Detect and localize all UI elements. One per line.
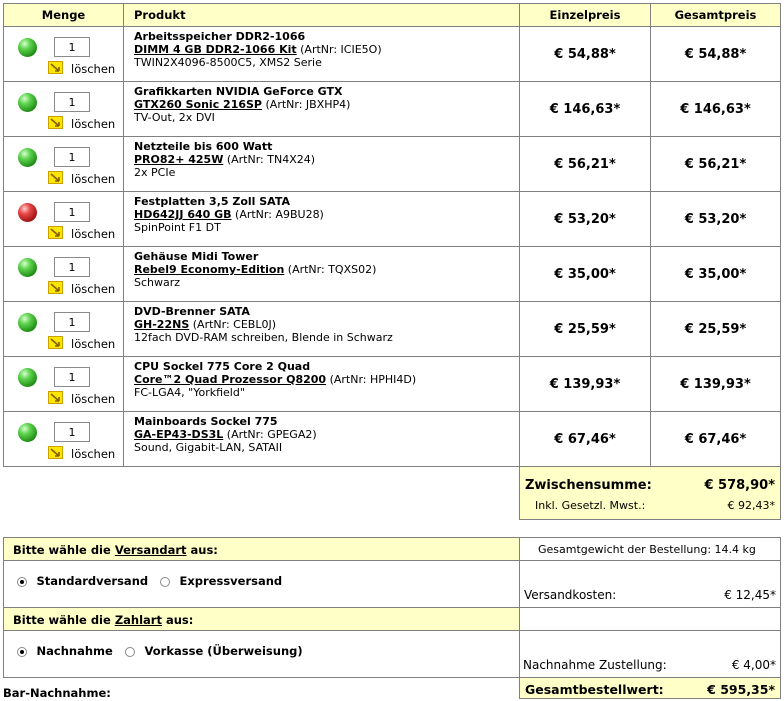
qty-cell [3, 81, 124, 137]
total-price: € 139,93* [650, 356, 781, 412]
delete-link[interactable]: löschen [71, 62, 116, 76]
product-description: 2x PCIe [134, 166, 176, 179]
unit-price: € 67,46* [519, 411, 651, 467]
total-price: € 54,88* [650, 26, 781, 82]
header-gesamtpreis: Gesamtpreis [650, 3, 781, 27]
product-cell [123, 301, 520, 357]
quantity-input[interactable] [54, 202, 90, 222]
product-link[interactable]: PRO82+ 425W [134, 153, 224, 166]
delete-link[interactable]: löschen [71, 117, 116, 131]
product-category: Grafikkarten NVIDIA GeForce GTX [134, 85, 343, 98]
quantity-input[interactable] [54, 37, 90, 57]
availability-green-icon [18, 423, 37, 442]
total-price: € 146,63* [650, 81, 781, 137]
unit-price: € 25,59* [519, 301, 651, 357]
shipping-weight-cell [519, 537, 781, 561]
delete-arrow-icon[interactable] [48, 171, 63, 184]
availability-green-icon [18, 258, 37, 277]
product-category: CPU Sockel 775 Core 2 Quad [134, 360, 311, 373]
product-cell [123, 26, 520, 82]
delete-arrow-icon[interactable] [48, 336, 63, 349]
header-menge: Menge [3, 3, 124, 27]
unit-price: € 146,63* [519, 81, 651, 137]
delete-link[interactable]: löschen [71, 282, 116, 296]
product-category: Mainboards Sockel 775 [134, 415, 278, 428]
availability-red-icon [18, 203, 37, 222]
header-produkt: Produkt [123, 3, 520, 27]
product-artnr: (ArtNr: TQXS02) [287, 263, 377, 276]
product-cell [123, 411, 520, 467]
product-link[interactable]: GTX260 Sonic 216SP [134, 98, 262, 111]
subtotal-box [519, 466, 781, 520]
product-category: Festplatten 3,5 Zoll SATA [134, 195, 291, 208]
payment-option-nachnahme[interactable]: Nachnahme [17, 644, 113, 658]
order-weight: Gesamtgewicht der Bestellung: 14.4 kg [538, 543, 756, 556]
payment-fee-label: Nachnahme Zustellung: [523, 658, 667, 672]
quantity-input[interactable] [54, 367, 90, 387]
product-artnr: (ArtNr: JBXHP4) [265, 98, 351, 111]
grand-total-label: Gesamtbestellwert: [525, 682, 664, 697]
unit-price: € 56,21* [519, 136, 651, 192]
delete-arrow-icon[interactable] [48, 391, 63, 404]
delete-link[interactable]: löschen [71, 172, 116, 186]
qty-cell [3, 136, 124, 192]
product-link[interactable]: Core™2 Quad Prozessor Q8200 [134, 373, 327, 386]
vat-value: € 92,43* [727, 499, 775, 512]
delete-link[interactable]: löschen [71, 447, 116, 461]
shipping-cost-label: Versandkosten: [524, 588, 617, 602]
shipping-option-standard[interactable]: Standardversand [17, 574, 148, 588]
grand-total-box [519, 677, 781, 699]
header-einzelpreis: Einzelpreis [519, 3, 651, 27]
shipping-method-link[interactable]: Versandart [114, 543, 187, 557]
shipping-option-express[interactable]: Expressversand [160, 574, 282, 588]
quantity-input[interactable] [54, 312, 90, 332]
product-link[interactable]: GA-EP43-DS3L [134, 428, 224, 441]
grand-total-value: € 595,35* [707, 682, 775, 697]
delete-link[interactable]: löschen [71, 227, 116, 241]
bar-nachnahme-label: Bar-Nachnahme: [3, 686, 111, 700]
product-artnr: (ArtNr: CEBL0J) [192, 318, 277, 331]
product-cell [123, 136, 520, 192]
product-link[interactable]: GH-22NS [134, 318, 190, 331]
subtotal-value: € 578,90* [704, 478, 775, 493]
quantity-input[interactable] [54, 422, 90, 442]
unit-price: € 35,00* [519, 246, 651, 302]
qty-cell [3, 26, 124, 82]
payment-header: Bitte wähle die Zahlart aus: [3, 607, 520, 631]
product-link[interactable]: DIMM 4 GB DDR2-1066 Kit [134, 43, 297, 56]
qty-cell [3, 356, 124, 412]
vat-label: Inkl. Gesetzl. Mwst.: [535, 499, 646, 512]
radio-standardversand[interactable] [17, 577, 27, 587]
product-description: Sound, Gigabit-LAN, SATAII [134, 441, 283, 454]
product-cell [123, 191, 520, 247]
radio-expressversand[interactable] [160, 577, 170, 587]
unit-price: € 139,93* [519, 356, 651, 412]
availability-green-icon [18, 148, 37, 167]
availability-green-icon [18, 313, 37, 332]
qty-cell [3, 246, 124, 302]
radio-vorkasse[interactable] [125, 647, 135, 657]
qty-cell [3, 191, 124, 247]
product-category: DVD-Brenner SATA [134, 305, 250, 318]
shipping-options [3, 560, 520, 608]
payment-method-link[interactable]: Zahlart [114, 613, 162, 627]
payment-blank-cell [519, 607, 781, 631]
delete-arrow-icon[interactable] [48, 446, 63, 459]
payment-fee-value: € 4,00* [731, 658, 776, 672]
product-description: FC-LGA4, "Yorkfield" [134, 386, 245, 399]
availability-green-icon [18, 93, 37, 112]
total-price: € 56,21* [650, 136, 781, 192]
payment-option-vorkasse[interactable]: Vorkasse (Überweisung) [125, 644, 303, 658]
unit-price: € 54,88* [519, 26, 651, 82]
product-artnr: (ArtNr: ICIE5O) [300, 43, 382, 56]
delete-arrow-icon[interactable] [48, 226, 63, 239]
availability-green-icon [18, 38, 37, 57]
delete-arrow-icon[interactable] [48, 116, 63, 129]
quantity-input[interactable] [54, 257, 90, 277]
product-cell [123, 81, 520, 137]
total-price: € 53,20* [650, 191, 781, 247]
qty-cell [3, 411, 124, 467]
product-description: TWIN2X4096-8500C5, XMS2 Serie [134, 56, 322, 69]
product-category: Netzteile bis 600 Watt [134, 140, 273, 153]
delete-link[interactable]: löschen [71, 392, 116, 406]
shipping-header: Bitte wähle die Versandart aus: [3, 537, 520, 561]
product-artnr: (ArtNr: GPEGA2) [226, 428, 317, 441]
product-link[interactable]: Rebel9 Economy-Edition [134, 263, 285, 276]
product-description: Schwarz [134, 276, 181, 289]
shipping-cost-value: € 12,45* [724, 588, 776, 602]
product-artnr: (ArtNr: TN4X24) [226, 153, 316, 166]
product-description: TV-Out, 2x DVI [134, 111, 215, 124]
radio-nachnahme[interactable] [17, 647, 27, 657]
product-cell [123, 246, 520, 302]
delete-arrow-icon[interactable] [48, 61, 63, 74]
quantity-input[interactable] [54, 147, 90, 167]
payment-options [3, 630, 520, 678]
subtotal-label: Zwischensumme: [525, 478, 652, 493]
total-price: € 67,46* [650, 411, 781, 467]
total-price: € 35,00* [650, 246, 781, 302]
product-link[interactable]: HD642JJ 640 GB [134, 208, 232, 221]
delete-link[interactable]: löschen [71, 337, 116, 351]
product-artnr: (ArtNr: HPHI4D) [329, 373, 417, 386]
product-category: Gehäuse Midi Tower [134, 250, 259, 263]
availability-green-icon [18, 368, 37, 387]
delete-arrow-icon[interactable] [48, 281, 63, 294]
product-description: 12fach DVD-RAM schreiben, Blende in Schwarz [134, 331, 393, 344]
product-artnr: (ArtNr: A9BU28) [235, 208, 324, 221]
total-price: € 25,59* [650, 301, 781, 357]
product-category: Arbeitsspeicher DDR2-1066 [134, 30, 306, 43]
payment-fee-cell [519, 630, 781, 678]
product-description: SpinPoint F1 DT [134, 221, 221, 234]
qty-cell [3, 301, 124, 357]
quantity-input[interactable] [54, 92, 90, 112]
shipping-cost-cell [519, 560, 781, 608]
unit-price: € 53,20* [519, 191, 651, 247]
product-cell [123, 356, 520, 412]
